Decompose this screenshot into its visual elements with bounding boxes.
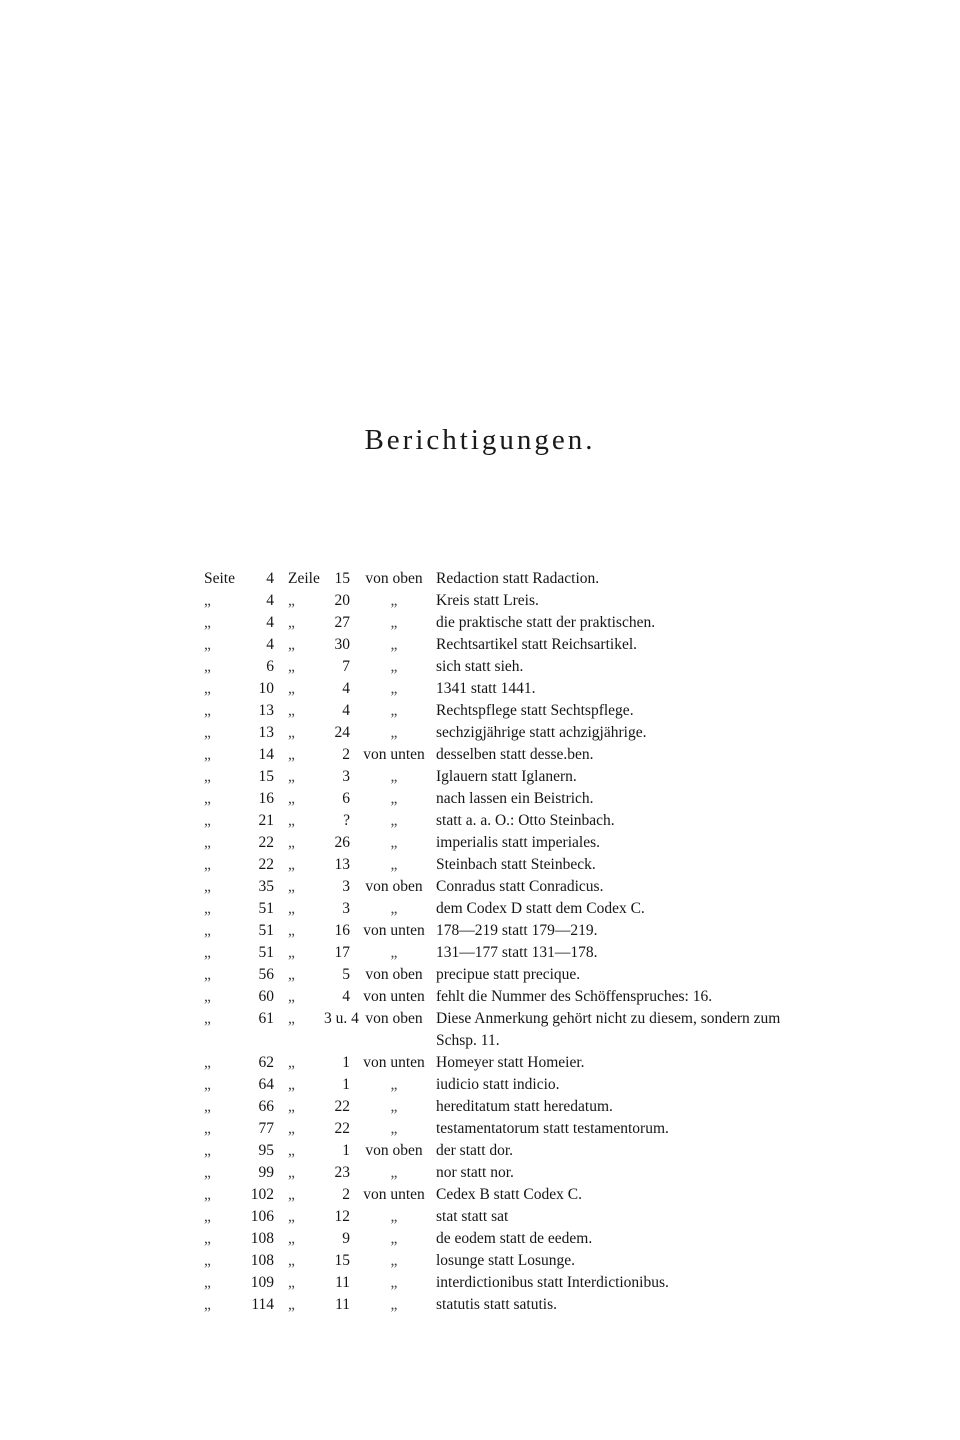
errata-row [198,854,818,876]
errata-seite-label: „ [204,592,211,609]
errata-zeile-label: „ [288,1230,295,1247]
errata-correction-text: imperialis statt imperiales. [436,834,600,851]
errata-line-number: 1 [342,1142,350,1159]
errata-line-position: von unten [363,922,425,939]
errata-page-number: 13 [258,702,274,719]
errata-seite-label: „ [204,1208,211,1225]
errata-zeile-label: „ [288,1296,295,1313]
errata-page-number: 21 [258,812,274,829]
errata-line-position: „ [390,1274,398,1291]
errata-line-position: von oben [365,966,423,983]
errata-correction-text: Rechtspflege statt Sechtspflege. [436,702,634,719]
errata-line-number: 23 [334,1164,350,1181]
errata-page-number: 10 [258,680,274,697]
errata-line-position: von unten [363,746,425,763]
errata-line-number: 16 [334,922,350,939]
errata-line-number: 27 [334,614,350,631]
errata-line-position: „ [390,1120,398,1137]
errata-zeile-label: „ [288,614,295,631]
errata-line-number: 4 [342,702,350,719]
errata-row [198,1118,818,1140]
errata-seite-label: Seite [204,570,235,587]
errata-zeile-label: „ [288,1010,295,1027]
errata-zeile-label: „ [288,680,295,697]
errata-seite-label: „ [204,1098,211,1115]
errata-page-number: 108 [250,1230,274,1247]
errata-line-position: „ [390,1208,398,1225]
errata-zeile-label: „ [288,922,295,939]
errata-row [198,788,818,810]
errata-row [198,766,818,788]
errata-line-position: „ [390,1098,398,1115]
errata-seite-label: „ [204,878,211,895]
errata-page-number: 4 [266,636,274,653]
errata-page-number: 4 [266,592,274,609]
errata-seite-label: „ [204,856,211,873]
errata-line-position: „ [390,724,398,741]
errata-zeile-label: „ [288,1274,295,1291]
errata-line-position: „ [390,680,398,697]
errata-line-number: 2 [342,746,350,763]
errata-zeile-label: „ [288,702,295,719]
errata-page-number: 61 [258,1010,274,1027]
errata-zeile-label: „ [288,768,295,785]
errata-line-position: „ [390,614,398,631]
errata-seite-label: „ [204,812,211,829]
errata-seite-label: „ [204,1010,211,1027]
errata-line-number: 13 [334,856,350,873]
errata-seite-label: „ [204,922,211,939]
errata-line-position: „ [390,636,398,653]
errata-page-number: 109 [250,1274,274,1291]
errata-row [198,1250,818,1272]
errata-seite-label: „ [204,1120,211,1137]
errata-zeile-label: „ [288,1164,295,1181]
errata-row [198,1184,818,1206]
errata-correction-text: testamentatorum statt testamentorum. [436,1120,669,1137]
errata-correction-text: Steinbach statt Steinbeck. [436,856,596,873]
errata-line-number: 15 [334,1252,350,1269]
errata-seite-label: „ [204,658,211,675]
errata-seite-label: „ [204,1252,211,1269]
errata-page-number: 35 [258,878,274,895]
errata-page-number: 114 [251,1296,274,1313]
errata-row [198,612,818,634]
errata-correction-text: iudicio statt indicio. [436,1076,560,1093]
errata-line-position: „ [390,900,398,917]
errata-correction-text: sich statt sieh. [436,658,524,675]
errata-row [198,1008,818,1052]
page-title: Berichtigungen. [364,424,596,456]
errata-zeile-label: „ [288,856,295,873]
errata-correction-text: nor statt nor. [436,1164,514,1181]
errata-row [198,986,818,1008]
errata-seite-label: „ [204,614,211,631]
errata-row [198,656,818,678]
errata-zeile-label: „ [288,966,295,983]
errata-line-position: von oben [365,570,423,587]
errata-seite-label: „ [204,1186,211,1203]
errata-row [198,920,818,942]
errata-line-position: „ [390,834,398,851]
errata-line-number: 3 [342,878,350,895]
errata-page-number: 60 [258,988,274,1005]
errata-line-number: 11 [335,1296,350,1313]
errata-correction-text: Conradus statt Conradicus. [436,878,604,895]
errata-correction-text: de eodem statt de eedem. [436,1230,593,1247]
errata-page-number: 66 [258,1098,274,1115]
errata-page-number: 51 [258,944,274,961]
errata-page-number: 102 [250,1186,274,1203]
errata-row [198,1272,818,1294]
errata-line-number: 30 [334,636,350,653]
errata-zeile-label: „ [288,812,295,829]
errata-row [198,1140,818,1162]
errata-line-position: „ [390,1252,398,1269]
errata-seite-label: „ [204,1296,211,1313]
errata-line-position: von unten [363,1054,425,1071]
errata-row [198,700,818,722]
errata-correction-text: precipue statt precique. [436,966,581,983]
errata-seite-label: „ [204,636,211,653]
errata-zeile-label: „ [288,746,295,763]
errata-line-number: 17 [334,944,350,961]
errata-page-number: 77 [258,1120,274,1137]
errata-page-number: 51 [258,900,274,917]
errata-page-number: 106 [250,1208,274,1225]
errata-line-number: 22 [334,1098,350,1115]
errata-correction-text: Homeyer statt Homeier. [436,1054,585,1071]
errata-line-number: 6 [342,790,350,807]
errata-line-position: „ [390,790,398,807]
errata-line-position: „ [390,1230,398,1247]
errata-seite-label: „ [204,680,211,697]
errata-line-number: 4 [342,680,350,697]
errata-zeile-label: „ [288,878,295,895]
errata-correction-text: losunge statt Losunge. [436,1252,576,1269]
errata-seite-label: „ [204,1076,211,1093]
errata-line-position: „ [390,812,398,829]
errata-page-number: 22 [258,834,274,851]
errata-zeile-label: „ [288,1098,295,1115]
errata-correction-text: die praktische statt der praktischen. [436,614,656,631]
errata-page-number: 6 [266,658,274,675]
errata-correction-text: statt a. a. O.: Otto Steinbach. [436,812,615,829]
errata-line-number: 7 [342,658,350,675]
errata-page-number: 22 [258,856,274,873]
errata-line-number: ? [343,812,350,829]
errata-row [198,876,818,898]
errata-page-number: 95 [258,1142,274,1159]
errata-line-number: 3 [342,768,350,785]
errata-page-number: 99 [258,1164,274,1181]
errata-page-number: 15 [258,768,274,785]
errata-line-number: 15 [334,570,350,587]
errata-line-number: 22 [334,1120,350,1137]
errata-zeile-label: „ [288,1208,295,1225]
errata-correction-text: Kreis statt Lreis. [436,592,539,609]
errata-zeile-label: „ [288,900,295,917]
errata-line-number: 3 u. 4 [324,1010,359,1027]
errata-seite-label: „ [204,790,211,807]
errata-page-number: 108 [250,1252,274,1269]
errata-line-position: von oben [365,1010,423,1027]
errata-zeile-label: „ [288,592,295,609]
errata-row [198,810,818,832]
errata-seite-label: „ [204,834,211,851]
errata-zeile-label: „ [288,1054,295,1071]
errata-correction-text: fehlt die Nummer des Schöffenspruches: 16. [436,988,713,1005]
errata-row [198,964,818,986]
errata-zeile-label: „ [288,944,295,961]
errata-page-number: 13 [258,724,274,741]
errata-zeile-label: „ [288,1142,295,1159]
errata-line-position: „ [390,1076,398,1093]
errata-row [198,1294,818,1316]
errata-row [198,678,818,700]
errata-seite-label: „ [204,768,211,785]
errata-line-number: 2 [342,1186,350,1203]
errata-correction-text: 178—219 statt 179—219. [436,922,598,939]
errata-seite-label: „ [204,966,211,983]
errata-page-number: 4 [266,614,274,631]
errata-row [198,1206,818,1228]
errata-zeile-label: „ [288,1076,295,1093]
errata-seite-label: „ [204,1164,211,1181]
errata-line-position: „ [390,592,398,609]
errata-correction-text: Redaction statt Radaction. [436,570,600,587]
errata-zeile-label: „ [288,790,295,807]
errata-page-number: 56 [258,966,274,983]
errata-page-number: 14 [258,746,274,763]
errata-zeile-label: „ [288,1252,295,1269]
errata-seite-label: „ [204,1142,211,1159]
errata-zeile-label: „ [288,658,295,675]
errata-line-number: 20 [334,592,350,609]
errata-correction-text: 131—177 statt 131—178. [436,944,598,961]
errata-correction-text: statutis statt satutis. [436,1296,557,1313]
errata-page-number: 51 [258,922,274,939]
errata-seite-label: „ [204,724,211,741]
errata-line-position: „ [390,944,398,961]
errata-page-number: 4 [266,570,274,587]
errata-correction-text: interdictionibus statt Interdictionibus. [436,1274,669,1291]
errata-correction-text: dem Codex D statt dem Codex C. [436,900,645,917]
errata-correction-text: 1341 statt 1441. [436,680,536,697]
errata-line-position: von unten [363,1186,425,1203]
errata-row [198,722,818,744]
errata-correction-text: Iglauern statt Iglanern. [436,768,577,785]
errata-correction-text: hereditatum statt heredatum. [436,1098,613,1115]
errata-line-position: „ [390,768,398,785]
errata-row [198,634,818,656]
errata-line-number: 4 [342,988,350,1005]
errata-row [198,1162,818,1184]
errata-correction-text: sechzigjährige statt achzigjährige. [436,724,647,741]
errata-row [198,832,818,854]
errata-seite-label: „ [204,746,211,763]
errata-page-number: 16 [258,790,274,807]
errata-seite-label: „ [204,1054,211,1071]
errata-zeile-label: Zeile [288,570,320,587]
errata-page-number: 62 [258,1054,274,1071]
errata-row [198,898,818,920]
errata-line-position: „ [390,658,398,675]
errata-row [198,1052,818,1074]
errata-page-number: 64 [258,1076,274,1093]
errata-line-number: 1 [342,1054,350,1071]
errata-correction-text: der statt dor. [436,1142,514,1159]
errata-line-number: 9 [342,1230,350,1247]
errata-row [198,744,818,766]
errata-line-position: von unten [363,988,425,1005]
errata-seite-label: „ [204,944,211,961]
errata-row [198,1074,818,1096]
errata-zeile-label: „ [288,724,295,741]
errata-line-number: 24 [334,724,350,741]
errata-row [198,1228,818,1250]
errata-row [198,1096,818,1118]
errata-correction-text: Rechtsartikel statt Reichsartikel. [436,636,638,653]
errata-correction-text: stat statt sat [436,1208,509,1225]
errata-correction-text: nach lassen ein Beistrich. [436,790,594,807]
errata-correction-text: Cedex B statt Codex C. [436,1186,582,1203]
errata-table [198,568,818,1316]
errata-correction-text: Diese Anmerkung gehört nicht zu diesem, sondern zum Schsp. 11. [436,1010,781,1049]
errata-line-number: 26 [334,834,350,851]
errata-line-position: von oben [365,1142,423,1159]
errata-seite-label: „ [204,1230,211,1247]
errata-line-number: 1 [342,1076,350,1093]
errata-line-position: „ [390,1296,398,1313]
errata-zeile-label: „ [288,1120,295,1137]
errata-row [198,568,818,590]
errata-line-number: 11 [335,1274,350,1291]
errata-zeile-label: „ [288,834,295,851]
errata-zeile-label: „ [288,1186,295,1203]
errata-line-number: 5 [342,966,350,983]
errata-line-number: 3 [342,900,350,917]
errata-zeile-label: „ [288,988,295,1005]
errata-line-position: „ [390,856,398,873]
errata-seite-label: „ [204,988,211,1005]
errata-seite-label: „ [204,900,211,917]
errata-row [198,590,818,612]
errata-zeile-label: „ [288,636,295,653]
errata-correction-text: desselben statt desse.ben. [436,746,594,763]
errata-line-number: 12 [334,1208,350,1225]
errata-line-position: „ [390,702,398,719]
errata-row [198,942,818,964]
errata-line-position: „ [390,1164,398,1181]
errata-seite-label: „ [204,1274,211,1291]
errata-seite-label: „ [204,702,211,719]
errata-line-position: von oben [365,878,423,895]
